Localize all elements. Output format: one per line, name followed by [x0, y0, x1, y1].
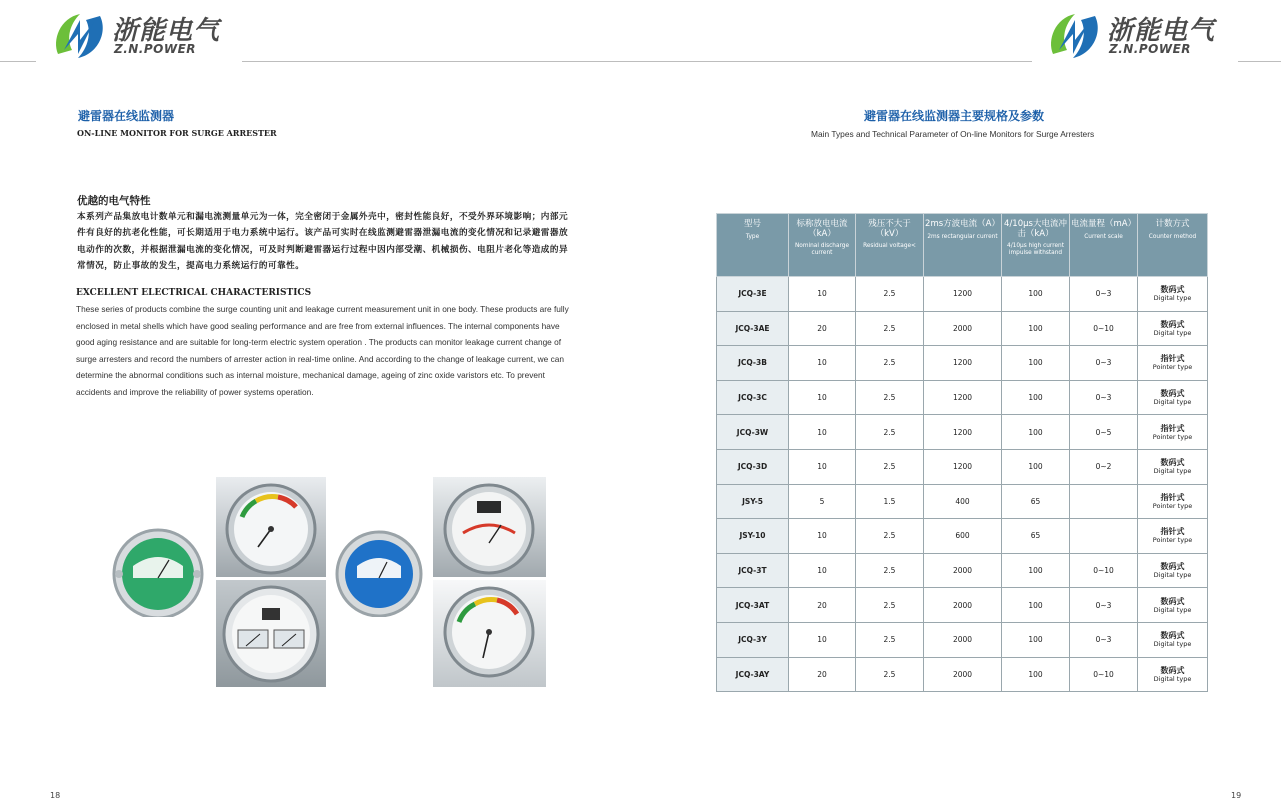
cell-residual: 2.5	[856, 553, 924, 588]
table-row	[717, 277, 1208, 312]
cell-residual: 2.5	[856, 622, 924, 657]
table-row	[717, 311, 1208, 346]
cell-model: JSY-5	[717, 484, 789, 519]
product-photo-dual-meter	[216, 580, 326, 687]
method-en: Pointer type	[1152, 432, 1193, 441]
header-rule-left	[0, 61, 36, 62]
cell-nominal: 10	[789, 415, 856, 450]
cell-model: JCQ-3AY	[717, 657, 789, 692]
cell-method	[1138, 277, 1208, 312]
product-photo-pointer-gauge-b	[433, 580, 546, 687]
cell-residual: 2.5	[856, 519, 924, 554]
cell-method	[1138, 311, 1208, 346]
cell-nominal: 10	[789, 380, 856, 415]
method-cn: 指针式	[1160, 527, 1185, 537]
feature-body-cn: 本系列产品集放电计数单元和漏电流测量单元为一体，完全密闭于金属外壳中，密封性能良好，不受外界环境影响；内部元件有良好的抗老化性能，可长期适用于电力系统中运行。该产品可实时在线监测避雷器泄漏电流的变化情况和记录避雷器放电动作的次数，并根据泄漏电流的变化情况，可及时判断避雷器运行过程中因内部受潮、机械损伤、电阻片老化等造成的异常情况，防止事故的发生，提高电力系统运行的可靠性。	[77, 212, 569, 271]
feature-heading-cn: 优越的电气特性	[77, 195, 151, 207]
cell-method	[1138, 588, 1208, 623]
table-row	[717, 449, 1208, 484]
method-cn: 数码式	[1160, 562, 1185, 572]
cell-scale: 0~10	[1070, 553, 1138, 588]
cell-rect: 2000	[924, 553, 1002, 588]
col-header-rect: 2ms方波电流（A） 2ms rectangular current	[924, 214, 1002, 277]
method-cn: 数码式	[1160, 285, 1185, 295]
table-row	[717, 622, 1208, 657]
col-header-scale: 电流量程（mA） Current scale	[1070, 214, 1138, 277]
col-header-nominal: 标称放电电流（kA） Nominal discharge current	[789, 214, 856, 277]
cell-model: JCQ-3E	[717, 277, 789, 312]
cell-impulse: 100	[1002, 277, 1070, 312]
header-rule-right	[1238, 61, 1281, 62]
method-en: Digital type	[1153, 294, 1192, 303]
cell-method	[1138, 657, 1208, 692]
cell-residual: 2.5	[856, 415, 924, 450]
cell-model: JSY-10	[717, 519, 789, 554]
cell-impulse: 100	[1002, 553, 1070, 588]
method-cn: 数码式	[1160, 631, 1185, 641]
cell-impulse: 65	[1002, 484, 1070, 519]
method-en: Digital type	[1153, 571, 1192, 580]
method-cn: 指针式	[1160, 423, 1185, 433]
col-header-residual: 残压不大于（kV） Residual voltage<	[856, 214, 924, 277]
table-row	[717, 415, 1208, 450]
spec-table	[716, 213, 1208, 692]
cell-method	[1138, 415, 1208, 450]
page-number-right: 19	[1231, 791, 1242, 800]
cell-scale	[1070, 519, 1138, 554]
cell-model: JCQ-3AT	[717, 588, 789, 623]
cell-scale: 0~10	[1070, 657, 1138, 692]
cell-model: JCQ-3B	[717, 346, 789, 381]
brand-name-cn: 浙能电气	[112, 16, 221, 46]
brand-name-en: Z.N.POWER	[114, 42, 197, 56]
cell-scale	[1070, 484, 1138, 519]
cell-impulse: 100	[1002, 622, 1070, 657]
cell-rect: 1200	[924, 415, 1002, 450]
method-cn: 指针式	[1160, 492, 1185, 502]
table-row	[717, 519, 1208, 554]
method-cn: 指针式	[1160, 354, 1185, 364]
table-row	[717, 553, 1208, 588]
cell-impulse: 100	[1002, 657, 1070, 692]
cell-method	[1138, 484, 1208, 519]
cell-scale: 0~3	[1070, 622, 1138, 657]
cell-residual: 2.5	[856, 657, 924, 692]
cell-scale: 0~5	[1070, 415, 1138, 450]
cell-impulse: 100	[1002, 346, 1070, 381]
table-row	[717, 484, 1208, 519]
method-cn: 数码式	[1160, 596, 1185, 606]
table-row	[717, 380, 1208, 415]
product-photo-green-monitor	[103, 522, 213, 617]
cell-method	[1138, 449, 1208, 484]
feature-body-en: These series of products combine the surge counting unit and leakage current measurement unit in one body. These products are fully enclosed in metal shells which have good sealing performance and are free from external influences. The internal components have good aging resistance and are suitable for long-term electric system operation . The products can monitor leakage current change of surge arresters and record the numbers of arrester action in real-time online. And according to the change of leakage current, we can determine the abnormal conditions such as internal moisture, mechanical damage, ageing of zinc oxide varistors etc. To prevent accidents and improve the reliability of power systems operation.	[76, 304, 569, 397]
cell-nominal: 20	[789, 311, 856, 346]
cell-residual: 2.5	[856, 588, 924, 623]
method-en: Digital type	[1153, 640, 1192, 649]
cell-rect: 400	[924, 484, 1002, 519]
brand-name-cn: 浙能电气	[1107, 16, 1216, 46]
cell-nominal: 20	[789, 588, 856, 623]
right-title-cn: 避雷器在线监测器主要规格及参数	[864, 109, 1045, 123]
cell-rect: 2000	[924, 311, 1002, 346]
zn-logo-icon	[1045, 10, 1103, 62]
product-photo-digital-counter	[433, 477, 546, 577]
col-header-method: 计数方式 Counter method	[1138, 214, 1208, 277]
method-en: Digital type	[1153, 674, 1192, 683]
product-photo-blue-monitor	[329, 522, 429, 617]
cell-rect: 600	[924, 519, 1002, 554]
product-gallery	[103, 477, 546, 687]
cell-model: JCQ-3Y	[717, 622, 789, 657]
zn-logo-icon	[50, 10, 108, 62]
table-row	[717, 657, 1208, 692]
cell-residual: 2.5	[856, 346, 924, 381]
cell-impulse: 65	[1002, 519, 1070, 554]
cell-rect: 1200	[924, 277, 1002, 312]
cell-nominal: 5	[789, 484, 856, 519]
cell-nominal: 10	[789, 277, 856, 312]
page-number-left: 18	[50, 791, 61, 800]
method-en: Digital type	[1153, 328, 1192, 337]
brand-name-en: Z.N.POWER	[1109, 42, 1192, 56]
cell-scale: 0~2	[1070, 449, 1138, 484]
cell-method	[1138, 553, 1208, 588]
cell-residual: 2.5	[856, 380, 924, 415]
table-row	[717, 346, 1208, 381]
cell-scale: 0~3	[1070, 380, 1138, 415]
col-header-type: 型号 Type	[717, 214, 789, 277]
cell-residual: 2.5	[856, 449, 924, 484]
cell-nominal: 10	[789, 519, 856, 554]
method-cn: 数码式	[1160, 665, 1185, 675]
cell-rect: 2000	[924, 588, 1002, 623]
cell-rect: 2000	[924, 657, 1002, 692]
feature-heading-en: EXCELLENT ELECTRICAL CHARACTERISTICS	[76, 288, 312, 298]
method-en: Pointer type	[1152, 536, 1193, 545]
cell-residual: 1.5	[856, 484, 924, 519]
cell-impulse: 100	[1002, 380, 1070, 415]
method-en: Digital type	[1153, 467, 1192, 476]
cell-rect: 1200	[924, 380, 1002, 415]
cell-model: JCQ-3C	[717, 380, 789, 415]
cell-model: JCQ-3W	[717, 415, 789, 450]
cell-impulse: 100	[1002, 311, 1070, 346]
cell-rect: 2000	[924, 622, 1002, 657]
cell-nominal: 20	[789, 657, 856, 692]
left-title-en: ON-LINE MONITOR FOR SURGE ARRESTER	[77, 128, 277, 138]
product-photo-pointer-gauge-a	[216, 477, 326, 577]
cell-nominal: 10	[789, 449, 856, 484]
method-cn: 数码式	[1160, 319, 1185, 329]
cell-model: JCQ-3T	[717, 553, 789, 588]
cell-method	[1138, 346, 1208, 381]
col-header-impulse: 4/10μs大电流冲击（kA） 4/10μs high current impulse withstand	[1002, 214, 1070, 277]
cell-scale: 0~10	[1070, 311, 1138, 346]
cell-rect: 1200	[924, 449, 1002, 484]
cell-scale: 0~3	[1070, 346, 1138, 381]
right-title-en: Main Types and Technical Parameter of On-line Monitors for Surge Arresters	[811, 129, 1095, 139]
cell-nominal: 10	[789, 346, 856, 381]
cell-nominal: 10	[789, 622, 856, 657]
cell-residual: 2.5	[856, 277, 924, 312]
cell-scale: 0~3	[1070, 588, 1138, 623]
method-cn: 数码式	[1160, 389, 1185, 399]
method-en: Pointer type	[1152, 363, 1193, 372]
brand-logo-right	[1045, 8, 1235, 64]
cell-rect: 1200	[924, 346, 1002, 381]
brand-logo-left	[50, 8, 240, 64]
cell-impulse: 100	[1002, 449, 1070, 484]
cell-model: JCQ-3D	[717, 449, 789, 484]
cell-impulse: 100	[1002, 415, 1070, 450]
spec-table-header	[717, 214, 1208, 277]
cell-model: JCQ-3AE	[717, 311, 789, 346]
left-title-cn: 避雷器在线监测器	[78, 109, 175, 123]
header-rule-center	[242, 61, 1032, 62]
table-row	[717, 588, 1208, 623]
cell-nominal: 10	[789, 553, 856, 588]
cell-impulse: 100	[1002, 588, 1070, 623]
cell-method	[1138, 519, 1208, 554]
method-cn: 数码式	[1160, 458, 1185, 468]
cell-residual: 2.5	[856, 311, 924, 346]
method-en: Pointer type	[1152, 501, 1193, 510]
cell-method	[1138, 622, 1208, 657]
method-en: Digital type	[1153, 605, 1192, 614]
cell-scale: 0~3	[1070, 277, 1138, 312]
method-en: Digital type	[1153, 398, 1192, 407]
cell-method	[1138, 380, 1208, 415]
